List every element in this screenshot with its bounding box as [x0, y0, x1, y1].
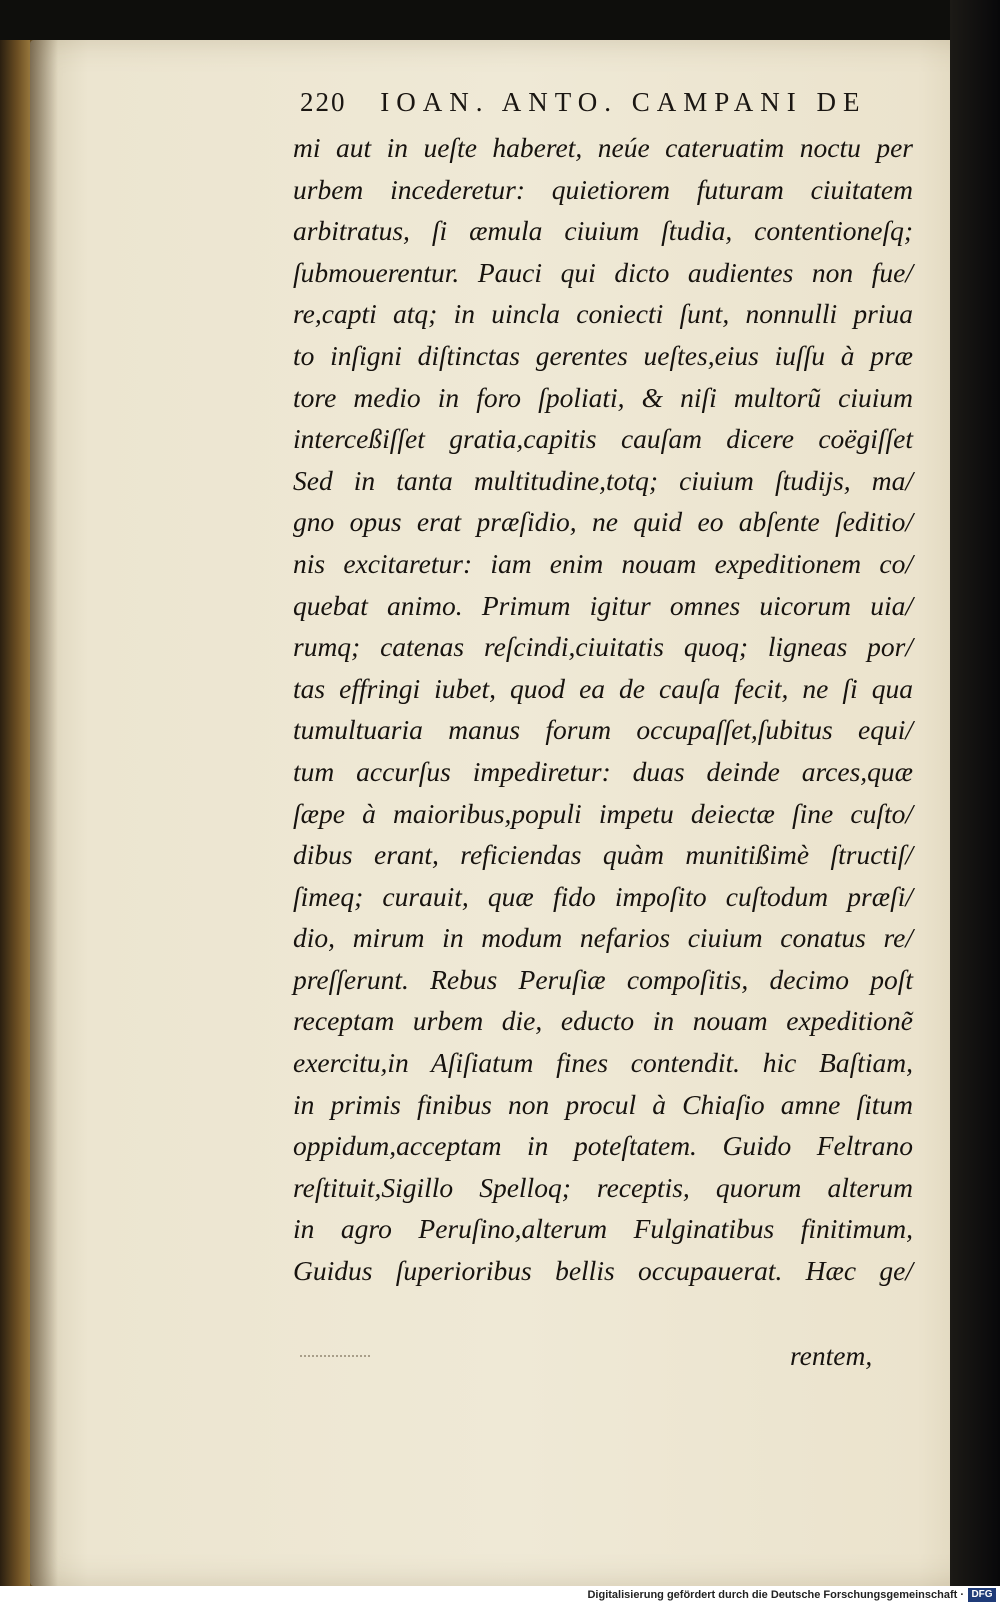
running-header	[300, 87, 900, 118]
page-right-edge	[950, 0, 1000, 1586]
text-line: exercitu,in Aſiſiatum fines contendit. hic Baſtiam,	[293, 1047, 913, 1079]
text-line: preſſerunt. Rebus Peruſiæ compoſitis, decimo poſt	[293, 963, 913, 995]
text-line: ſæpe à maioribus,populi impetu deiectæ ſine cuſto/	[293, 797, 913, 829]
text-line: in agro Peruſino,alterum Fulginatibus finitimum,	[293, 1213, 913, 1245]
text-line: ſimeq; curauit, quæ fido impoſito cuſtodum præſi/	[293, 880, 913, 912]
text-line: Guidus ſuperioribus bellis occupauerat. Hæc ge/	[293, 1255, 913, 1287]
text-line: tore medio in foro ſpoliati, & niſi multorũ ciuium	[293, 381, 913, 413]
text-line: arbitratus, ſi æmula ciuium ſtudia, contentioneſq;	[293, 215, 913, 247]
text-line: receptam urbem die, educto in nouam expeditionẽ	[293, 1005, 913, 1037]
footer-credit: Digitalisierung gefördert durch die Deutsche Forschungsgemeinschaft ·	[587, 1589, 964, 1601]
catchword: rentem,	[790, 1340, 873, 1371]
text-line: to inſigni diſtinctas gerentes ueſtes,eius iuſſu à præ	[293, 339, 913, 371]
text-line: dio, mirum in modum nefarios ciuium conatus re/	[293, 922, 913, 954]
gutter-shadow	[30, 40, 58, 1586]
text-line: interceßiſſet gratia,capitis cauſam dicere coëgiſſet	[293, 423, 913, 455]
text-line: tumultuaria manus forum occupaſſet,ſubitus equi/	[293, 714, 913, 746]
text-line: Sed in tanta multitudine,totq; ciuium ſtudijs, ma/	[293, 464, 913, 496]
text-line: tas effringi iubet, quod ea de cauſa fecit, ne ſi qua	[293, 672, 913, 704]
body-text	[293, 127, 913, 1292]
page-number: 220	[300, 87, 347, 117]
text-line: quebat animo. Primum igitur omnes uicorum uia/	[293, 589, 913, 621]
text-line: tum accurſus impediretur: duas deinde arces,quæ	[293, 755, 913, 787]
text-line: dibus erant, reficiendas quàm munitißimè ſtructiſ/	[293, 839, 913, 871]
text-line: nis excitaretur: iam enim nouam expeditionem co/	[293, 547, 913, 579]
text-line: gno opus erat præſidio, ne quid eo abſente ſeditio/	[293, 506, 913, 538]
text-line: urbem incederetur: quietiorem futuram ciuitatem	[293, 173, 913, 205]
text-line: rumq; catenas reſcindi,ciuitatis quoq; ligneas por/	[293, 631, 913, 663]
text-line: ſubmouerentur. Pauci qui dicto audientes non fue/	[293, 256, 913, 288]
digitization-footer	[0, 1586, 1000, 1605]
print-speck	[300, 1355, 370, 1361]
text-line: reſtituit,Sigillo Spelloq; receptis, quorum alterum	[293, 1171, 913, 1203]
dfg-logo: DFG	[968, 1588, 996, 1602]
text-line: mi aut in ueſte haberet, neúe cateruatim noctu per	[293, 132, 913, 163]
running-title: IOAN. ANTO. CAMPANI DE	[380, 87, 867, 117]
text-line: oppidum,acceptam in poteſtatem. Guido Feltrano	[293, 1130, 913, 1162]
text-line: in primis finibus non procul à Chiaſio amne ſitum	[293, 1088, 913, 1120]
text-line: re,capti atq; in uincla coniecti ſunt, nonnulli priua	[293, 298, 913, 330]
